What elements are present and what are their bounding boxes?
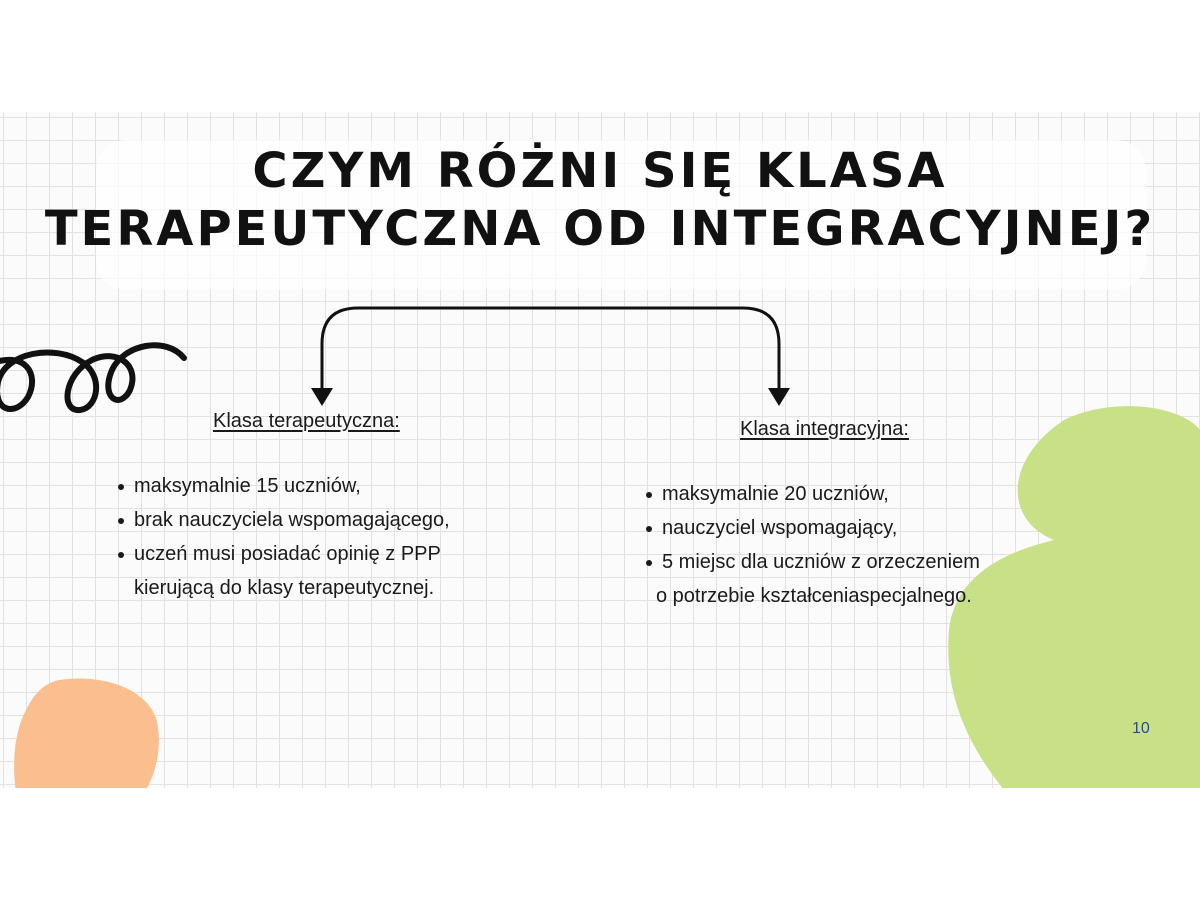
- list-item: nauczyciel wspomagający,: [644, 511, 1114, 545]
- arrow-head-left: [311, 388, 333, 406]
- list-item-continuation: kierującą do klasy terapeutycznej.: [134, 577, 435, 599]
- right-column: [644, 418, 1114, 613]
- squiggle-decoration: [0, 345, 184, 410]
- list-item: maksymalnie 15 uczniów,: [116, 469, 586, 503]
- slide: [0, 112, 1200, 788]
- list-item: brak nauczyciela wspomagającego,: [116, 503, 586, 537]
- right-column-heading: Klasa integracyjna:: [740, 418, 909, 440]
- list-item: 5 miejsc dla uczniów z orzeczeniem: [644, 545, 1114, 579]
- right-points-list: [644, 477, 1114, 613]
- page-number: 10: [1132, 720, 1150, 737]
- left-column-heading: Klasa terapeutyczna:: [213, 410, 400, 432]
- left-points-list: [116, 469, 586, 605]
- left-column: [116, 410, 586, 605]
- title-line-1: CZYM RÓŻNI SIĘ KLASA: [252, 143, 948, 199]
- arrow-head-right: [768, 388, 790, 406]
- list-item-continuation: o potrzebie kształceniaspecjalnego.: [656, 585, 972, 607]
- connector-line: [322, 308, 779, 390]
- list-item: maksymalnie 20 uczniów,: [644, 477, 1114, 511]
- title-line-2: TERAPEUTYCZNA OD INTEGRACYJNEJ?: [44, 201, 1156, 257]
- list-item: uczeń musi posiadać opinię z PPP: [116, 537, 586, 571]
